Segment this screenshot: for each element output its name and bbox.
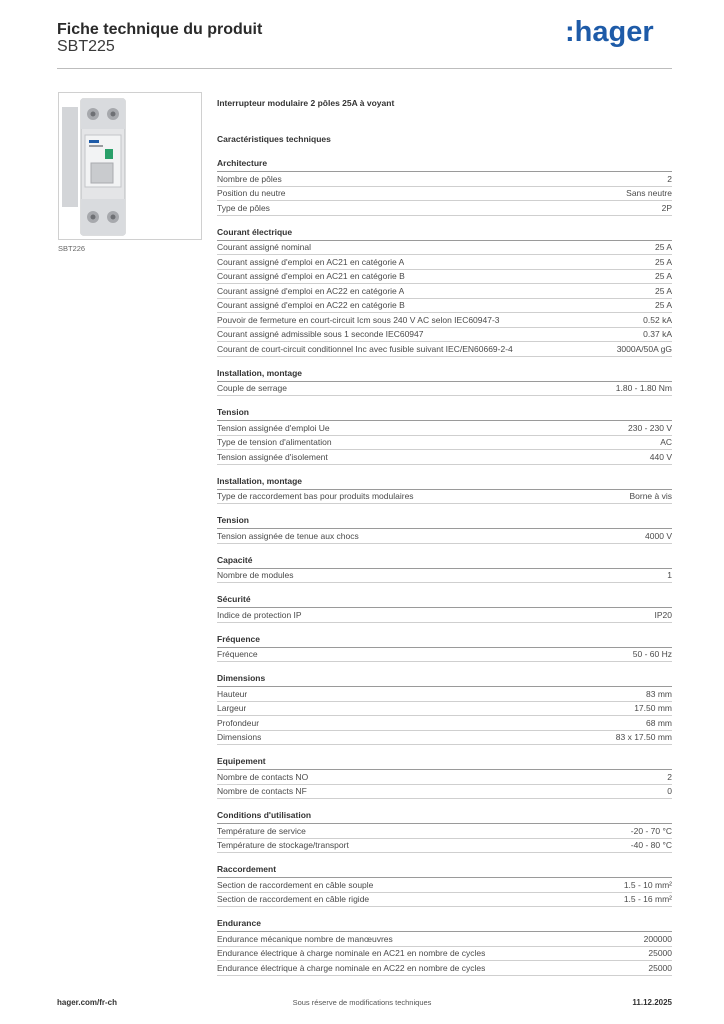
spec-value: 1.5 - 10 mm²: [623, 879, 672, 890]
section-title: Architecture: [217, 157, 672, 172]
spec-value: 0.37 kA: [643, 329, 672, 340]
spec-row: [217, 299, 672, 314]
spec-label: Température de service: [217, 825, 306, 836]
spec-value: 0.52 kA: [643, 314, 672, 325]
spec-label: Courant assigné nominal: [217, 242, 312, 253]
spec-row: [217, 785, 672, 800]
spec-label: Profondeur: [217, 717, 260, 728]
spec-section: [217, 593, 672, 623]
spec-row: [217, 770, 672, 785]
spec-label: Courant de court-circuit conditionnel Inc avec fusible suivant IEC/EN60669-2-4: [217, 343, 513, 354]
spec-label: Courant assigné admissible sous 1 seconde IEC60947: [217, 329, 424, 340]
spec-label: Courant assigné d'emploi en AC21 en catégorie B: [217, 271, 405, 282]
spec-row: [217, 284, 672, 299]
spec-row: [217, 824, 672, 839]
spec-value: 0: [667, 786, 672, 797]
spec-row: [217, 436, 672, 451]
spec-row: [217, 878, 672, 893]
spec-row: [217, 382, 672, 397]
spec-label: Hauteur: [217, 688, 248, 699]
spec-section: [217, 226, 672, 357]
spec-label: Courant assigné d'emploi en AC21 en catégorie A: [217, 256, 405, 267]
spec-row: [217, 342, 672, 357]
section-title: Conditions d'utilisation: [217, 809, 672, 824]
spec-row: [217, 687, 672, 702]
spec-value: 83 x 17.50 mm: [615, 732, 672, 743]
section-title: Installation, montage: [217, 367, 672, 382]
spec-value: 25 A: [654, 242, 672, 253]
spec-label: Courant assigné d'emploi en AC22 en catégorie B: [217, 300, 405, 311]
section-title: Capacité: [217, 554, 672, 569]
hager-logo: [565, 14, 665, 48]
spec-row: [217, 702, 672, 717]
section-title: Endurance: [217, 917, 672, 932]
spec-value: 25 A: [654, 271, 672, 282]
spec-label: Endurance électrique à charge nominale en AC21 en nombre de cycles: [217, 948, 486, 959]
spec-row: [217, 961, 672, 976]
section-title: Tension: [217, 514, 672, 529]
section-title: Raccordement: [217, 863, 672, 878]
spec-value: 17.50 mm: [634, 703, 672, 714]
spec-row: [217, 421, 672, 436]
spec-value: 2: [667, 771, 672, 782]
spec-section: [217, 475, 672, 505]
spec-label: Couple de serrage: [217, 383, 287, 394]
footer-date: 11.12.2025: [632, 998, 672, 1007]
specs-heading: Caractéristiques techniques: [217, 134, 331, 144]
spec-section: [217, 514, 672, 544]
spec-section: [217, 809, 672, 853]
spec-label: Largeur: [217, 703, 247, 714]
spec-value: 25 A: [654, 285, 672, 296]
spec-value: -40 - 80 °C: [630, 840, 672, 851]
spec-row: [217, 313, 672, 328]
product-image-caption: SBT226: [58, 244, 86, 253]
spec-row: [217, 450, 672, 465]
spec-label: Température de stockage/transport: [217, 840, 349, 851]
spec-value: 2P: [661, 202, 672, 213]
spec-row: [217, 608, 672, 623]
spec-row: [217, 255, 672, 270]
product-image: [58, 92, 202, 240]
spec-row: [217, 187, 672, 202]
spec-row: [217, 201, 672, 216]
spec-value: 230 - 230 V: [628, 422, 672, 433]
section-title: Sécurité: [217, 593, 672, 608]
spec-label: Nombre de pôles: [217, 173, 282, 184]
spec-value: 1.80 - 1.80 Nm: [615, 383, 672, 394]
spec-row: [217, 270, 672, 285]
spec-section: [217, 406, 672, 465]
spec-section: [217, 755, 672, 799]
spec-label: Tension assignée de tenue aux chocs: [217, 530, 359, 541]
spec-value: 25000: [648, 962, 672, 973]
spec-section: [217, 633, 672, 663]
spec-row: [217, 328, 672, 343]
spec-row: [217, 172, 672, 187]
spec-row: [217, 947, 672, 962]
spec-label: Nombre de contacts NO: [217, 771, 309, 782]
spec-row: [217, 893, 672, 908]
spec-row: [217, 932, 672, 947]
spec-value: 2: [667, 173, 672, 184]
product-description: Interrupteur modulaire 2 pôles 25A à voyant: [217, 98, 395, 108]
spec-value: 440 V: [649, 451, 672, 462]
section-title: Installation, montage: [217, 475, 672, 490]
section-title: Courant électrique: [217, 226, 672, 241]
spec-label: Position du neutre: [217, 188, 286, 199]
spec-label: Endurance mécanique nombre de manœuvres: [217, 933, 393, 944]
spec-row: [217, 569, 672, 584]
section-title: Fréquence: [217, 633, 672, 648]
spec-label: Dimensions: [217, 732, 262, 743]
spec-section: [217, 554, 672, 584]
spec-label: Nombre de contacts NF: [217, 786, 307, 797]
spec-value: 25 A: [654, 256, 672, 267]
spec-row: [217, 529, 672, 544]
spec-value: -20 - 70 °C: [630, 825, 672, 836]
spec-label: Tension assignée d'isolement: [217, 451, 328, 462]
spec-value: 1.5 - 16 mm²: [623, 894, 672, 905]
spec-value: 1: [667, 570, 672, 581]
specs-content: [217, 97, 672, 976]
spec-value: 25000: [648, 948, 672, 959]
spec-value: 4000 V: [645, 530, 672, 541]
spec-label: Endurance électrique à charge nominale en AC22 en nombre de cycles: [217, 962, 486, 973]
spec-row: [217, 490, 672, 505]
spec-value: 83 mm: [646, 688, 672, 699]
spec-label: Pouvoir de fermeture en court-circuit Icm sous 240 V AC selon IEC60947-3: [217, 314, 500, 325]
spec-label: Type de pôles: [217, 202, 270, 213]
spec-section: [217, 672, 672, 745]
spec-value: IP20: [654, 609, 672, 620]
spec-label: Nombre de modules: [217, 570, 294, 581]
spec-section: [217, 157, 672, 216]
spec-section: [217, 863, 672, 907]
product-code: SBT225: [57, 38, 115, 55]
spec-value: 50 - 60 Hz: [632, 649, 672, 660]
spec-value: 25 A: [654, 300, 672, 311]
header-divider: [57, 68, 672, 69]
spec-sections: [217, 157, 672, 976]
spec-label: Type de raccordement bas pour produits modulaires: [217, 491, 414, 502]
page-title: Fiche technique du produit: [57, 21, 263, 38]
spec-value: Borne à vis: [629, 491, 672, 502]
spec-row: [217, 648, 672, 663]
footer-disclaimer: Sous réserve de modifications techniques: [292, 998, 432, 1007]
spec-label: Type de tension d'alimentation: [217, 437, 332, 448]
spec-value: 200000: [643, 933, 672, 944]
spec-label: Section de raccordement en câble rigide: [217, 894, 370, 905]
logo-text: :hager: [565, 16, 654, 48]
spec-label: Indice de protection IP: [217, 609, 302, 620]
spec-value: AC: [660, 437, 672, 448]
spec-label: Courant assigné d'emploi en AC22 en catégorie A: [217, 285, 405, 296]
section-title: Equipement: [217, 755, 672, 770]
spec-value: 3000A/50A gG: [616, 343, 672, 354]
spec-value: 68 mm: [646, 717, 672, 728]
spec-row: [217, 716, 672, 731]
spec-row: [217, 241, 672, 256]
circuit-breaker-illustration: [59, 93, 201, 239]
spec-label: Section de raccordement en câble souple: [217, 879, 374, 890]
spec-value: Sans neutre: [626, 188, 672, 199]
spec-label: Tension assignée d'emploi Ue: [217, 422, 330, 433]
section-title: Dimensions: [217, 672, 672, 687]
section-title: Tension: [217, 406, 672, 421]
spec-row: [217, 731, 672, 746]
spec-section: [217, 917, 672, 976]
spec-section: [217, 367, 672, 397]
footer-website: hager.com/fr-ch: [57, 998, 118, 1007]
spec-label: Fréquence: [217, 649, 258, 660]
spec-row: [217, 839, 672, 854]
